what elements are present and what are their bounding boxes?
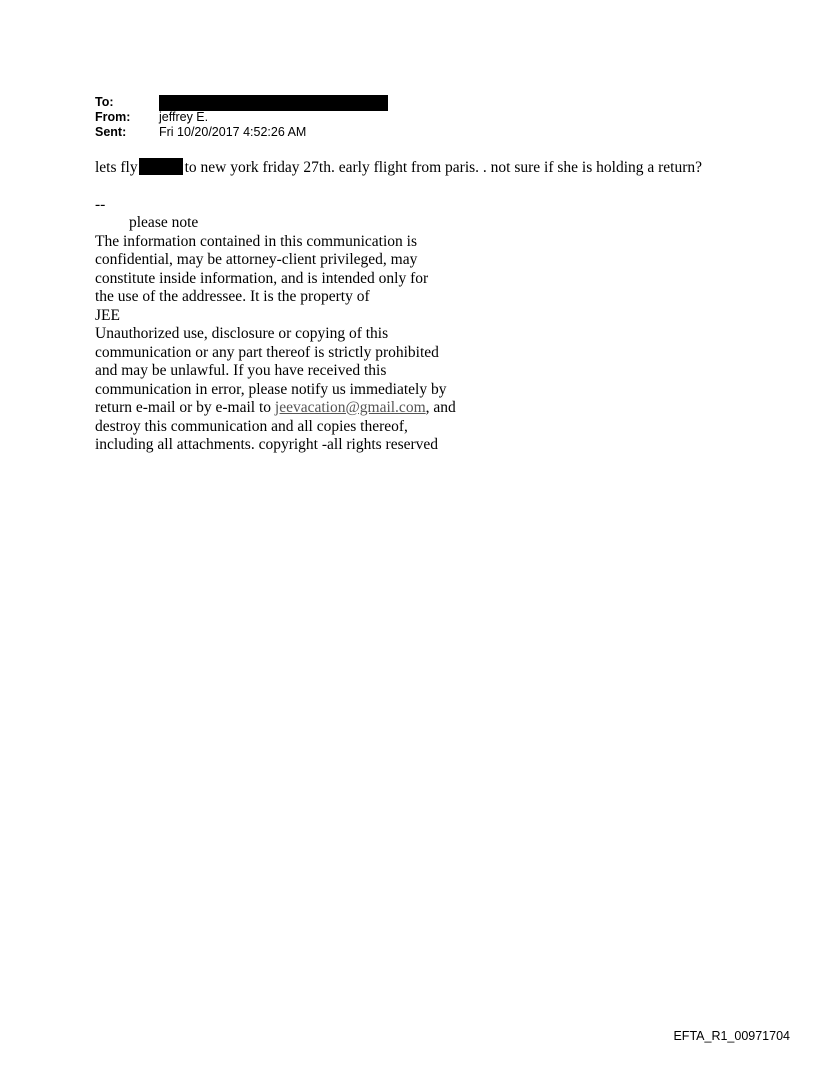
disclaimer-line: confidential, may be attorney-client privileged, may bbox=[95, 251, 418, 268]
email-header bbox=[95, 95, 388, 140]
sent-row bbox=[95, 125, 388, 140]
disclaimer-line: JEE bbox=[95, 306, 120, 324]
redaction-bar bbox=[139, 158, 183, 175]
disclaimer bbox=[95, 233, 475, 455]
disclaimer-line: constitute inside information, and is intended only for bbox=[95, 269, 429, 287]
please-note: please note bbox=[129, 214, 199, 231]
disclaimer-line: The information contained in this communication is bbox=[95, 232, 417, 250]
return-suffix: , and bbox=[425, 399, 456, 416]
document-id: EFTA_R1_00971704 bbox=[673, 1029, 790, 1043]
signature-block bbox=[95, 196, 715, 455]
from-label: From: bbox=[95, 110, 131, 124]
email-body bbox=[95, 158, 715, 455]
disclaimer-line: the use of the addressee. It is the property of bbox=[95, 288, 370, 305]
signature-separator: -- bbox=[95, 195, 106, 213]
email-link[interactable]: jeevacation@gmail.com bbox=[274, 399, 426, 416]
from-value: jeffrey E. bbox=[159, 110, 209, 124]
return-prefix: return e-mail or by e-mail to bbox=[95, 399, 275, 416]
disclaimer-line: including all attachments. copyright -all rights reserved bbox=[95, 436, 439, 453]
message-part-2: to new york friday 27th. early flight from paris. . not sure if she is holding a return? bbox=[184, 159, 703, 176]
from-row bbox=[95, 110, 388, 125]
message-part-1: lets fly bbox=[95, 159, 138, 176]
disclaimer-line bbox=[95, 399, 475, 418]
disclaimer-line: communication in error, please notify us immediately by bbox=[95, 380, 447, 398]
message-text bbox=[95, 158, 715, 178]
redaction-bar bbox=[159, 95, 388, 111]
disclaimer-line: and may be unlawful. If you have received this bbox=[95, 362, 387, 379]
sent-label: Sent: bbox=[95, 125, 127, 139]
sent-value: Fri 10/20/2017 4:52:26 AM bbox=[159, 125, 307, 139]
disclaimer-line: Unauthorized use, disclosure or copying of this bbox=[95, 325, 389, 342]
disclaimer-line: communication or any part thereof is strictly prohibited bbox=[95, 343, 439, 361]
to-label: To: bbox=[95, 95, 114, 109]
disclaimer-line: destroy this communication and all copies thereof, bbox=[95, 417, 408, 435]
to-row bbox=[95, 95, 388, 110]
